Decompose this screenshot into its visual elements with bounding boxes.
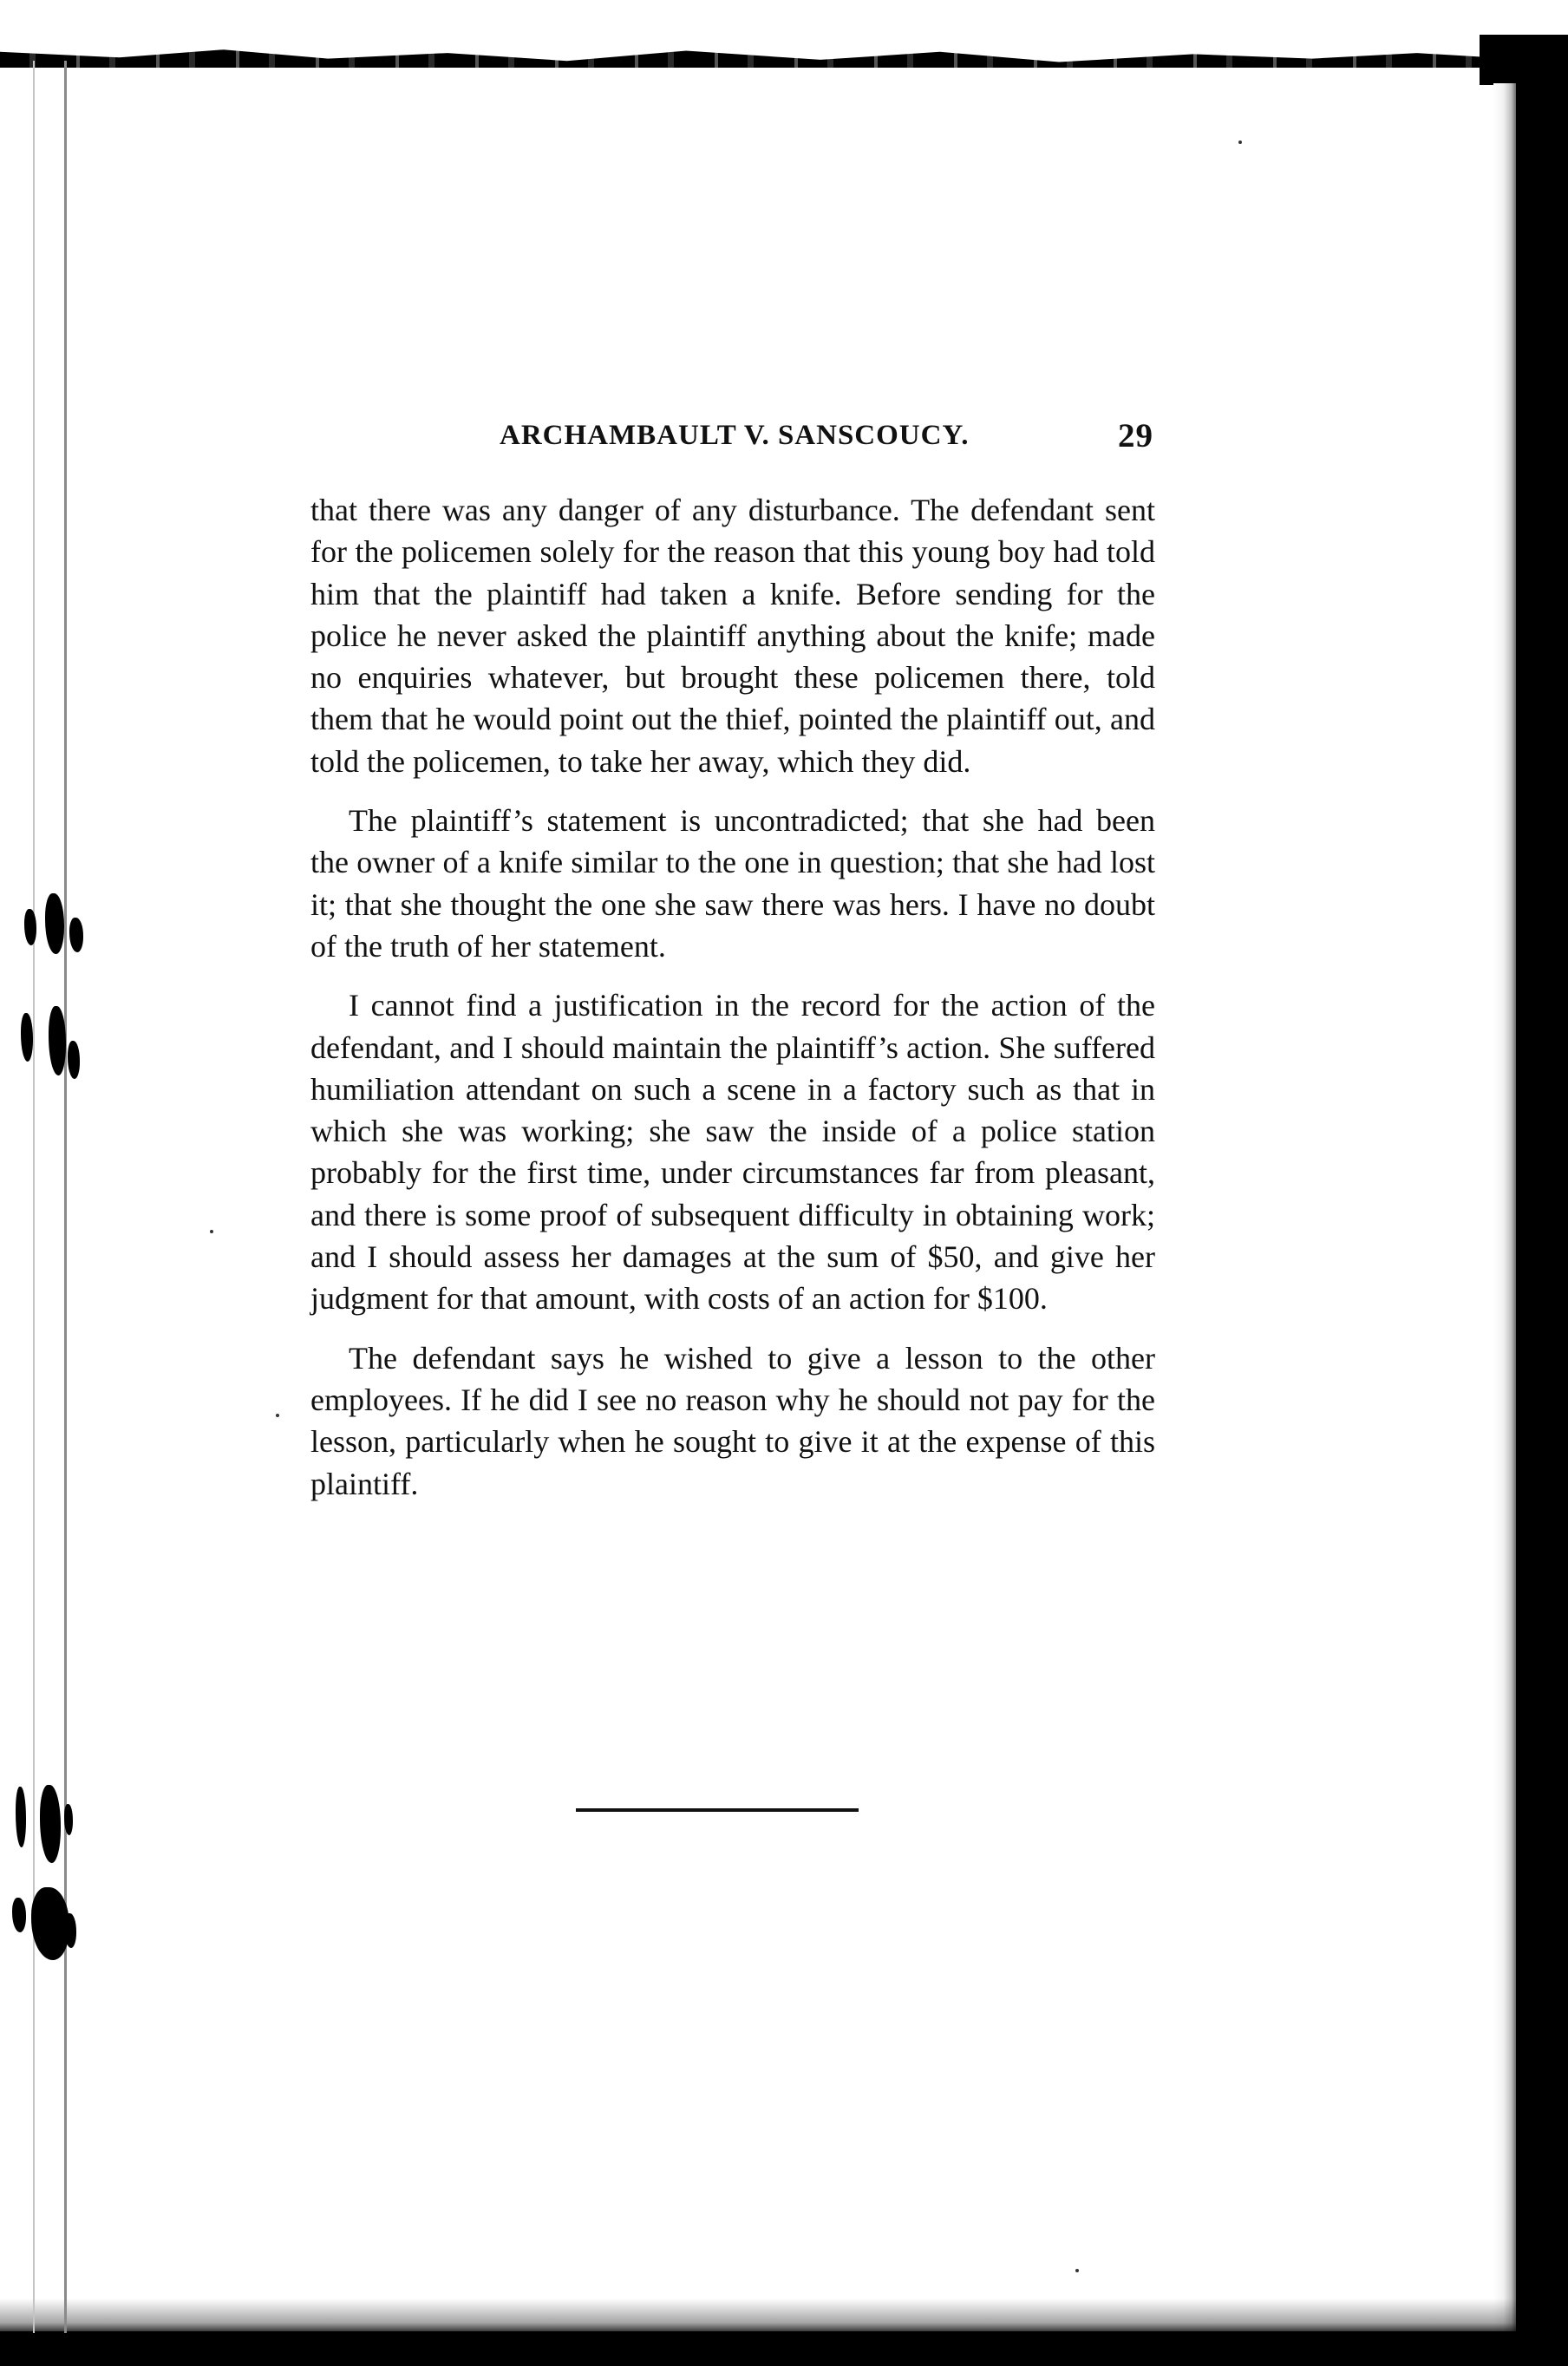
paragraph: The defendant says he wished to give a lesson to the other employees. If he did I see no reason why he should not pay for the lesson, particularly when he sought to give it at the expense of this plaintiff.: [310, 1340, 1155, 1501]
binding-blot: [12, 1898, 26, 1932]
binding-blot: [40, 1785, 61, 1863]
scan-right-shadow: [1493, 83, 1516, 2366]
binding-blot: [49, 1006, 66, 1075]
page-number: 29: [1118, 417, 1153, 454]
scan-speck: [276, 1414, 279, 1417]
binding-blot: [64, 1913, 76, 1948]
running-head-title: ARCHAMBAULT V. SANSCOUCY.: [500, 420, 970, 451]
paragraph: The plaintiff’s statement is uncontradicted; that she had been the owner of a knife similar to the one in question; that she had lost it; that she thought the one she saw there was hers. I have no doubt of the truth of her statement.: [310, 803, 1155, 964]
paragraph: I cannot find a justification in the record for the action of the defendant, and I should maintain the plaintiff’s action. She suffered humiliation attendant on such a scene in a factory such as that in which she was working; she saw the inside of a police station probably for the first time, under circumstances far from pleasant, and there is some proof of subsequent difficulty in obtaining work; and I should assess her damages at the sum of $50, and give her judgment for that amount, with costs of an action for $100.: [310, 988, 1155, 1317]
binding-blot: [21, 1013, 33, 1062]
scan-bottom-shadow: [0, 2298, 1526, 2333]
scan-speck: [1075, 2269, 1079, 2272]
binding-gutter-line: [64, 61, 67, 2333]
section-end-rule: [576, 1808, 859, 1812]
binding-blot: [68, 1041, 80, 1079]
binding-blot: [64, 1804, 73, 1835]
binding-blot: [16, 1787, 26, 1847]
binding-blot: [24, 909, 36, 945]
scan-right-edge: [1516, 35, 1568, 2366]
scan-bottom-edge: [0, 2331, 1568, 2366]
scan-speck: [210, 1230, 213, 1233]
binding-gutter-line-outer: [33, 61, 35, 2333]
scan-top-edge: [0, 45, 1492, 68]
scan-corner-artifact: [1480, 35, 1516, 85]
paragraph: that there was any danger of any disturbance. The defendant sent for the policemen solely for the reason that this young boy had told him that the plaintiff had taken a knife. Before sending for the police he never asked the plaintiff anything about the knife; made no enquiries whatever, but brought these policemen there, told them that he would point out the thief, pointed the plaintiff out, and told the policemen, to take her away, which they did.: [310, 493, 1155, 779]
binding-blot: [45, 893, 64, 954]
scan-speck: [1238, 141, 1242, 144]
binding-blot: [69, 918, 83, 952]
body-text: [310, 489, 1155, 1522]
